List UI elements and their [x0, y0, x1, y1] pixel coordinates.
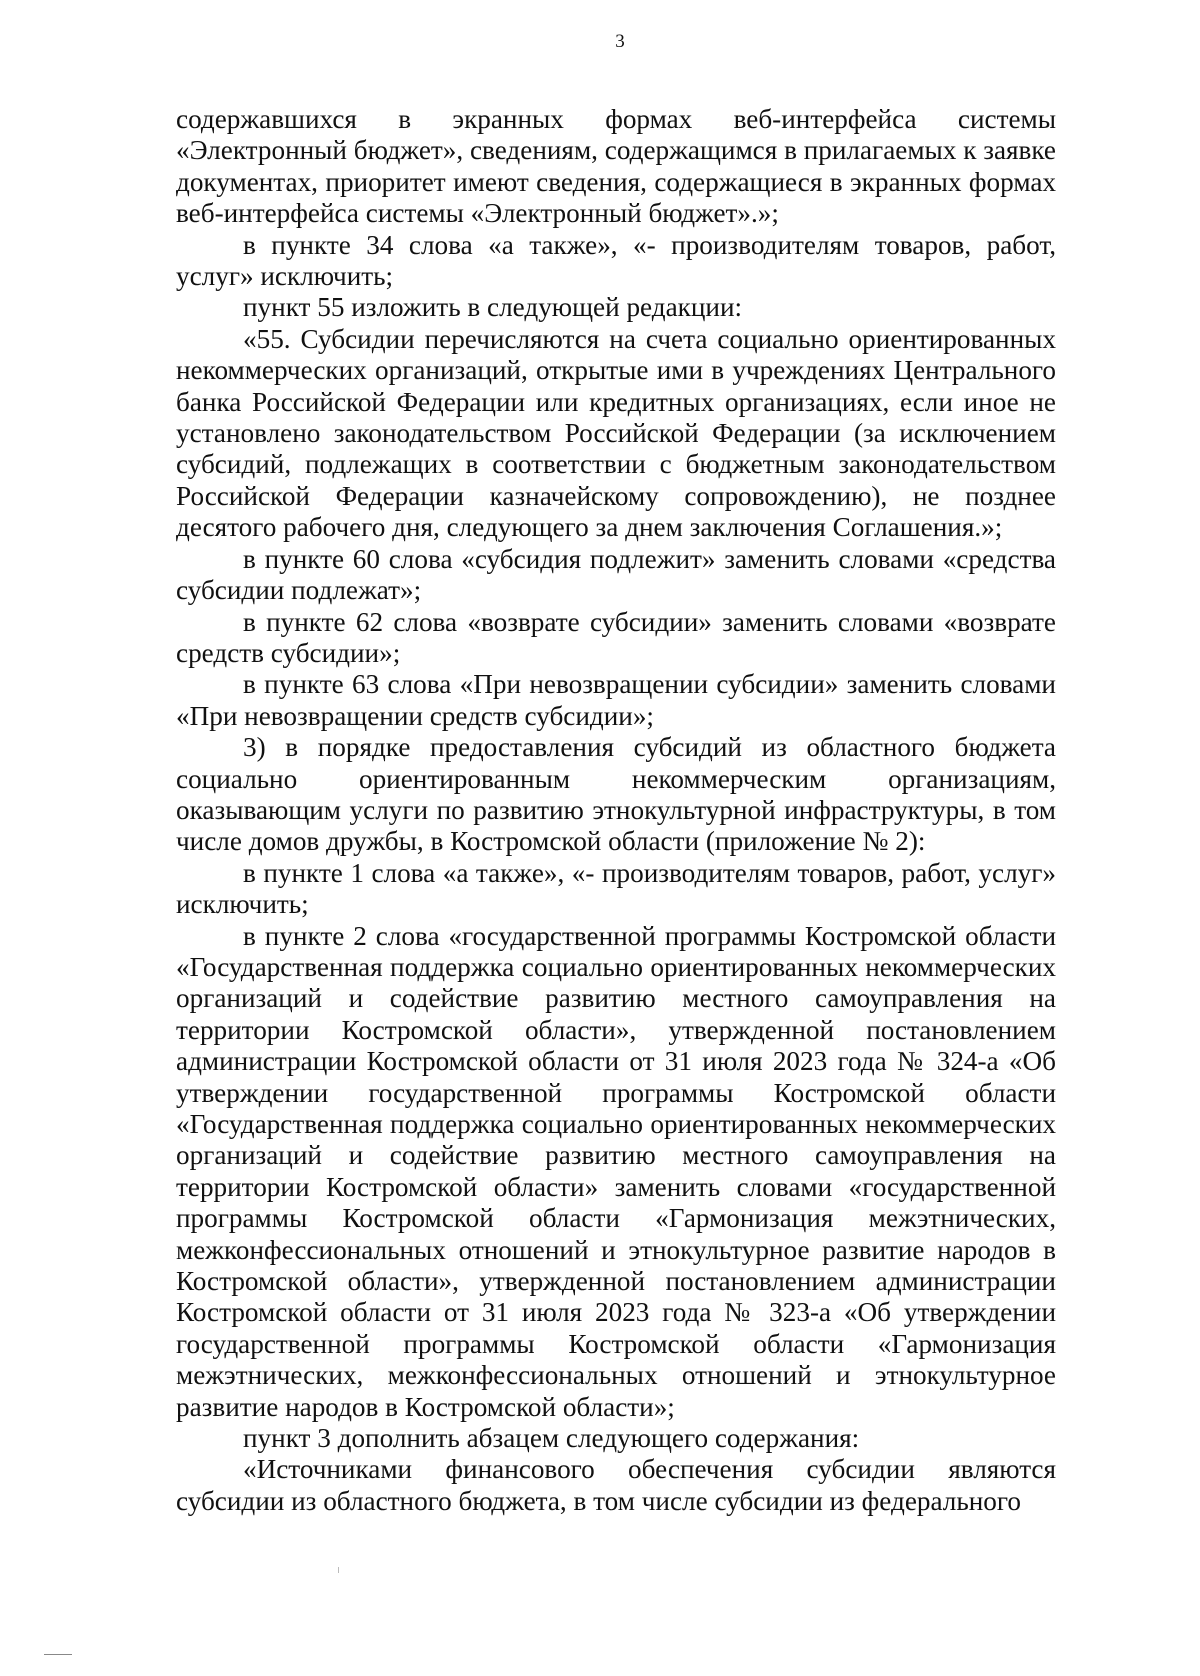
paragraph: в пункте 34 слова «а также», «- производителям товаров, работ, услуг» исключить;: [176, 229, 1056, 292]
paragraph: 3) в порядке предоставления субсидий из областного бюджета социально ориентированным некоммерческим организациям, оказывающим услуги по развитию этнокультурной инфраструктуры, в том числе домов дружбы, в Костромской области (приложение № 2):: [176, 732, 1056, 857]
document-body: [176, 104, 1056, 1517]
paragraph: в пункте 62 слова «возврате субсидии» заменить словами «возврате средств субсидии»;: [176, 606, 1056, 668]
paragraph: «55. Субсидии перечисляются на счета социально ориентированных некоммерческих организаций, открытые ими в учреждениях Центрального банка Российской Федерации или кредитных организациях, если иное не установлено законодательством Российской Федерации (за исключением субсидий, подлежащих в соответствии с бюджетным законодательством Российской Федерации казначейскому сопровождению), не позднее десятого рабочего дня, следующего за днем заключения Соглашения.»;: [176, 323, 1056, 543]
page-number: 3: [615, 31, 625, 52]
paragraph: в пункте 60 слова «субсидия подлежит» заменить словами «средства субсидии подлежат»;: [176, 543, 1056, 606]
paragraph: пункт 55 изложить в следующей редакции:: [243, 292, 743, 323]
scan-artifact-dot: [338, 1567, 339, 1573]
paragraph: в пункте 1 слова «а также», «- производителям товаров, работ, услуг» исключить;: [176, 857, 1056, 920]
paragraph: в пункте 63 слова «При невозвращении субсидии» заменить словами «При невозвращении средств субсидии»;: [176, 669, 1056, 731]
paragraph: «Источниками финансового обеспечения субсидии являются субсидии из областного бюджета, в том числе субсидии из федерального: [176, 1454, 1056, 1516]
scan-artifact-line: [44, 1654, 72, 1655]
paragraph: пункт 3 дополнить абзацем следующего содержания:: [243, 1423, 860, 1454]
paragraph: в пункте 2 слова «государственной программы Костромской области «Государственная поддержка социально ориентированных некоммерческих организаций и содействие развитию местного самоуправления на территории Костромской области», утвержденной постановлением администрации Костромской области от 31 июля 2023 года № 324-а «Об утверждении государственной программы Костромской области «Государственная поддержка социально ориентированных некоммерческих организаций и содействие развитию местного самоуправления на территории Костромской области» заменить словами «государственной программы Костромской области «Гармонизация межэтнических, межконфессиональных отношений и этнокультурное развитие народов в Костромской области», утвержденной постановлением администрации Костромской области от 31 июля 2023 года № 323-а «Об утверждении государственной программы Костромской области «Гармонизация межэтнических, межконфессиональных отношений и этнокультурное развитие народов в Костромской области»;: [176, 920, 1056, 1422]
paragraph: содержавшихся в экранных формах веб-интерфейса системы «Электронный бюджет», сведениям, содержащимся в прилагаемых к заявке документах, приоритет имеют сведения, содержащиеся в экранных формах веб-интерфейса системы «Электронный бюджет».»;: [176, 104, 1056, 229]
